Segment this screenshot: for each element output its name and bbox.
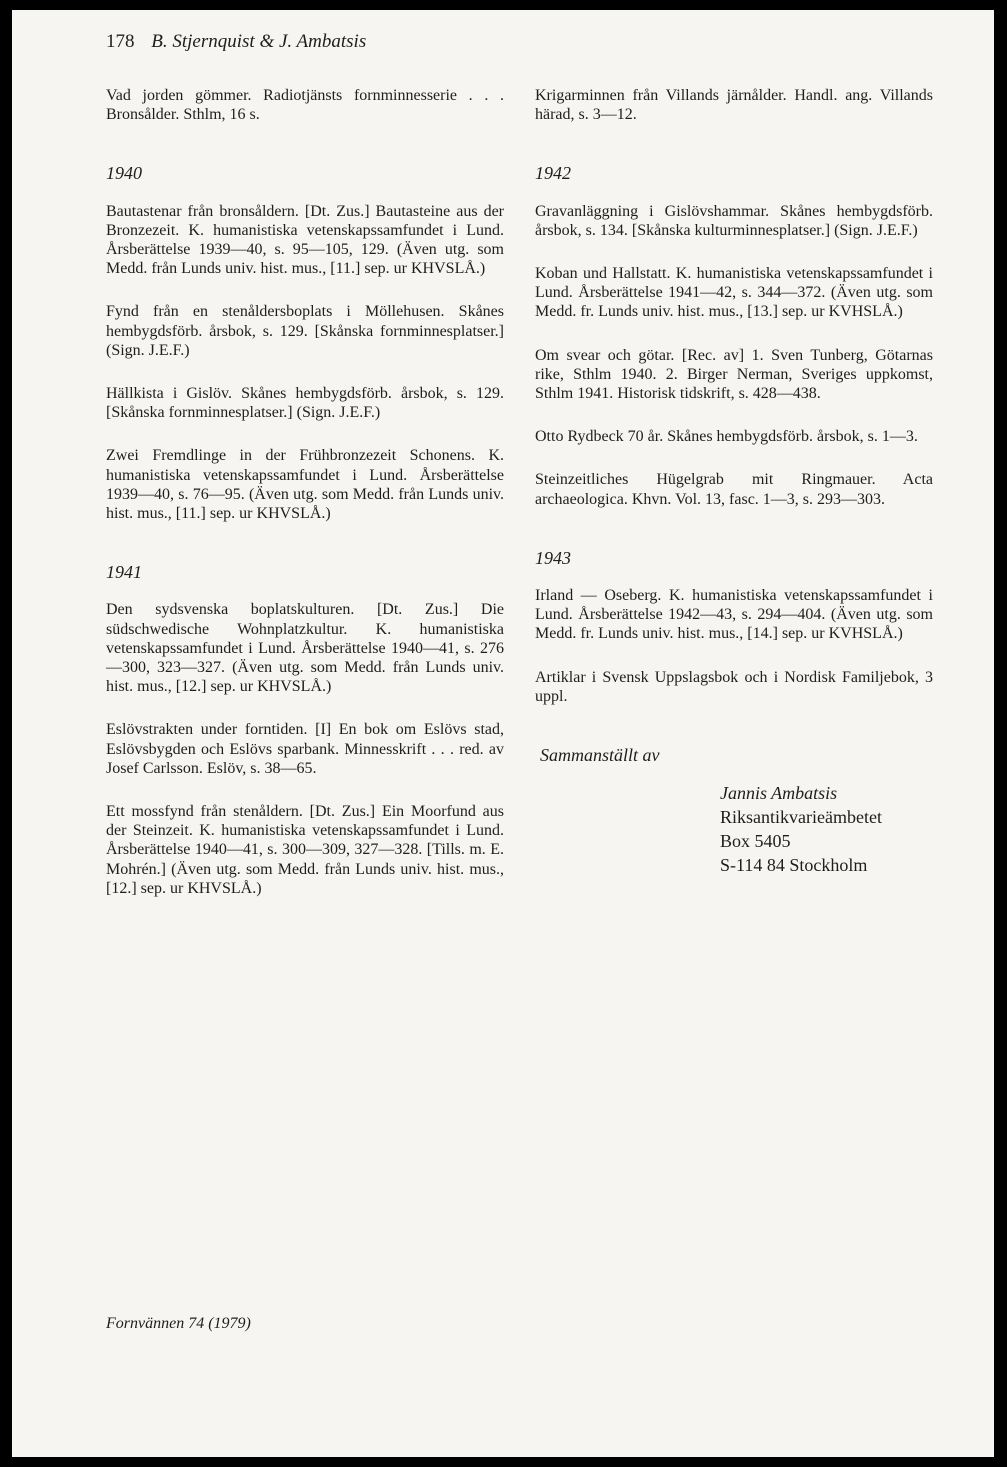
address-line: Box 5405 [720,831,791,852]
right-column [535,86,933,877]
bibliography-entry: Vad jorden gömmer. Radiotjänsts fornminnesserie . . . Bronsålder. Sthlm, 16 s. [106,87,504,124]
bibliography-entry: Artiklar i Svensk Uppslagsbok och i Nordisk Familjebok, 3 uppl. [535,668,933,705]
journal-footer: Fornvännen 74 (1979) [106,1315,251,1332]
bibliography-entry: Krigarminnen från Villands järnålder. Handl. ang. Villands härad, s. 3—12. [535,87,933,124]
left-column [106,86,504,922]
bibliography-entry: Den sydsvenska boplatskulturen. [Dt. Zus.] Die südschwedische Wohnplatzkultur. K. humanistiska vetenskapssamfundet i Lund. Årsberättelse 1940—41, s. 276—300, 323—327. (Även utg. som Medd. från Lunds univ. hist. mus., [12.] sep. ur KHVSLÅ.) [106,601,504,696]
bibliography-entry: Eslövstrakten under forntiden. [I] En bok om Eslövs stad, Eslövsbygden och Eslövs sparbank. Minnesskrift . . . red. av Josef Carlsson. Eslöv, s. 38—65. [106,721,504,777]
bibliography-entry: Fynd från en stenåldersboplats i Möllehusen. Skånes hembygdsförb. årsbok, s. 129. [Skånska fornminnesplatser.] (Sign. J.E.F.) [106,303,504,359]
bibliography-entry: Steinzeitliches Hügelgrab mit Ringmauer. Acta archaeologica. Khvn. Vol. 13, fasc. 1—3, s. 293—303. [535,471,933,508]
address-line: S-114 84 Stockholm [720,855,868,876]
signature-intro: Sammanställt av [540,745,660,766]
year-heading: 1941 [106,562,142,583]
bibliography-entry: Bautastenar från bronsåldern. [Dt. Zus.] Bautasteine aus der Bronzezeit. K. humanistiska vetenskapssamfundet i Lund. Årsberättelse 1939—40, s. 95—105, 129. (Även utg. som Medd. från Lunds univ. hist. mus., [11.] sep. ur KHVSLÅ.) [106,202,504,278]
bibliography-entry: Ett mossfynd från stenåldern. [Dt. Zus.] Ein Moorfund aus der Steinzeit. K. humanistiska vetenskapssamfundet i Lund. Årsberättelse 1940—41, s. 300—309, 327—328. [Tills. m. E. Mohrén.] (Även utg. som Medd. från Lunds univ. hist. mus., [12.] sep. ur KHVSLÅ.) [106,803,504,897]
signature-block [720,781,933,877]
year-heading: 1942 [535,163,571,184]
bibliography-entry: Zwei Fremdlinge in der Frühbronzezeit Schonens. K. humanistiska vetenskapssamfundet i Lund. Årsberättelse 1939—40, s. 76—95. (Även utg. som Medd. från Lunds univ. hist. mus., [11.] sep. ur KHVSLÅ.) [106,447,504,523]
signature-name: Jannis Ambatsis [720,783,838,804]
bibliography-entry: Irland — Oseberg. K. humanistiska vetenskapssamfundet i Lund. Årsberättelse 1942—43, s. 294—404. (Även utg. som Medd. fr. Lunds univ. hist. mus., [14.] sep. ur KVHSLÅ.) [535,587,933,643]
bibliography-entry: Gravanläggning i Gislövshammar. Skånes hembygdsförb. årsbok, s. 134. [Skånska kulturminnesplatser.] (Sign. J.E.F.) [535,202,933,239]
bibliography-entry: Otto Rydbeck 70 år. Skånes hembygdsförb. årsbok, s. 1—3. [535,428,918,446]
page [12,10,994,1457]
year-heading: 1940 [106,163,142,184]
running-head [106,32,366,51]
running-head-authors: B. Stjernquist & J. Ambatsis [151,31,367,52]
page-number: 178 [106,31,135,52]
year-heading: 1943 [535,547,571,568]
bibliography-entry: Om svear och götar. [Rec. av] 1. Sven Tunberg, Götarnas rike, Sthlm 1940. 2. Birger Nerman, Sveriges uppkomst, Sthlm 1941. Historisk tidskrift, s. 428—438. [535,346,933,403]
bibliography-entry: Koban und Hallstatt. K. humanistiska vetenskapssamfundet i Lund. Årsberättelse 1941—42, s. 344—372. (Även utg. som Medd. fr. Lunds univ. hist. mus., [13.] sep. ur KVHSLÅ.) [535,265,933,321]
right-column-entries [535,86,933,706]
bibliography-entry: Hällkista i Gislöv. Skånes hembygdsförb. årsbok, s. 129. [Skånska fornminnesplatser.] (Sign. J.E.F.) [106,385,504,422]
address-line: Riksantikvarieämbetet [720,807,882,828]
